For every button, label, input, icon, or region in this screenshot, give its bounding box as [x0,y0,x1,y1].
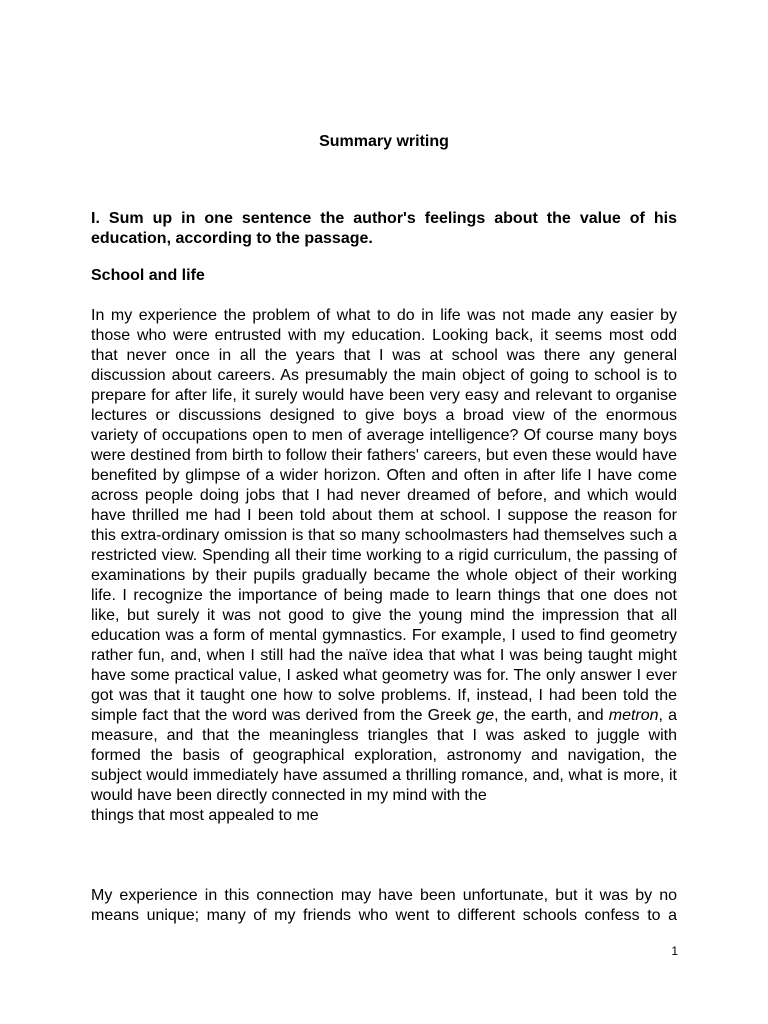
greek-term-ge: ge [476,707,495,724]
greek-term-metron: metron [608,707,659,724]
passage-paragraph-1 [91,306,677,826]
section-heading: School and life [91,267,205,284]
paragraph-1-text-part-2: , the earth, and [494,707,604,724]
paragraph-1-last-line: things that most appealed to me [91,807,319,824]
passage-paragraph-2: My experience in this connection may have been unfortunate, but it was by no means unique; many of my friends who went to different schools confess to a [91,887,677,924]
paragraph-1-text-part-1: In my experience the problem of what to do in life was not made any easier by those who were entrusted with my education. Looking back, it seems most odd that never once in all the years that I was at school was there any general discussion about careers. As presumably the main object of going to school is to prepare for after life, it surely would have been very easy and relevant to organise lectures or discussions designed to give boys a broad view of the enormous variety of occupations open to men of average intelligence? Of course many boys were destined from birth to follow their fathers' careers, but even these would have benefited by glimpse of a wider horizon. Often and often in after life I have come across people doing jobs that I had never dreamed of before, and which would have thrilled me had I been told about them at school. I suppose the reason for this extra-ordinary omission is that so many schoolmasters had themselves such a restricted view. Spending all their time working to a rigid curriculum, the passing of examinations by their pupils gradually became the whole object of their working life. I recognize the importance of being made to learn things that one does not like, but surely it was not good to give the young mind the impression that all education was a form of mental gymnastics. For example, I used to find geometry rather fun, and, when I still had the naïve idea that what I was being taught might have some practical value, I asked what geometry was for. The only answer I ever got was that it taught one how to solve problems. If, instead, I had been told the simple fact that the word was derived from the Greek [91,307,677,724]
page-number: 1 [671,944,678,958]
paragraph-1-text-part-3: , a measure, and that the meaningless triangles that I was asked to juggle with formed the basis of geographical exploration, astronomy and navigation, the subject would immediately have assumed a thrilling romance, and, what is more, it would have been directly connected in my mind with the [91,707,677,804]
task-instruction: I. Sum up in one sentence the author's feelings about the value of his education, according to the passage. [91,210,677,247]
document-title: Summary writing [319,133,449,150]
